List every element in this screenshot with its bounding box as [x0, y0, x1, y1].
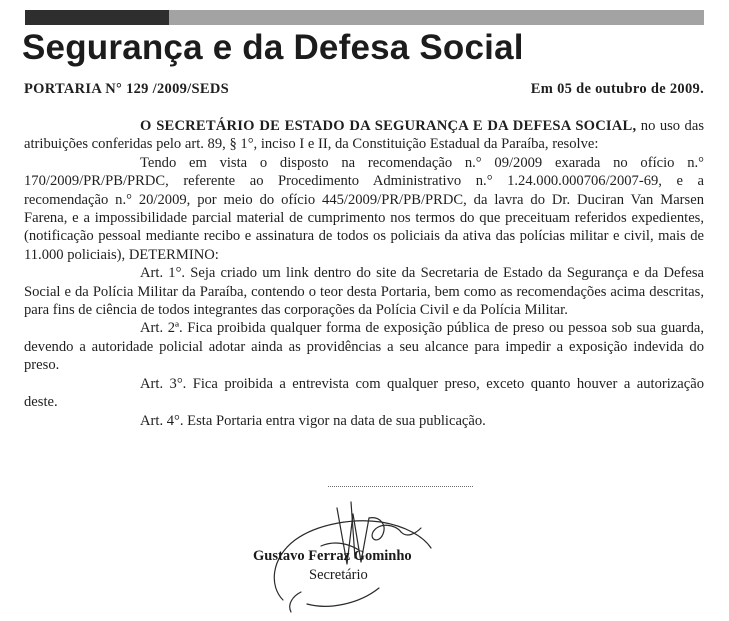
header-rule-light [169, 10, 704, 25]
considering-paragraph: Tendo em vista o disposto na recomendação n.° 09/2009 exarada no ofício n.° 170/2009/PR/PB/PRDC, referente ao Procedimento Administrativo n.° 1.24.000.000706/2007-69, e a recomendação n.° 20/2009, por meio do ofício 445/2009/PR/PB/PRDC, da lavra do Dr. Duciran Van Marsen Farena, e a impossibilidade parcial material de cumprimento nos termos do que preceituam referidos expedientes, (notificação pessoal mediante recibo e assinatura de todos os policiais da ativa das polícias militar e civil, mais de 11.000 policiais), DETERMINO: [24, 154, 704, 263]
article-2: Art. 2ª. Fica proibida qualquer forma de exposição pública de preso ou pessoa sob sua guarda, devendo a autoridade policial adotar ainda as providências a seu alcance para impedir a exposição indevida do preso. [24, 320, 704, 374]
header-rule-dark [25, 10, 169, 25]
article-3: Art. 3°. Fica proibida a entrevista com qualquer preso, exceto quanto houver a autorização deste. [24, 375, 704, 411]
article-1: Art. 1°. Seja criado um link dentro do site da Secretaria de Estado da Segurança e da Defesa Social e da Polícia Militar da Paraíba, contendo o teor desta Portaria, bem como as recomendações acima descritas, para fins de ciência de todos integrantes das corporações da Polícia Civil e da Polícia Militar. [24, 265, 704, 319]
opening-rest: no uso das atribuições conferidas pelo art. 89, § 1°, inciso I e II, da Constituição Estadual da Paraíba, resolve: [24, 118, 705, 153]
signer-name: Gustavo Ferraz Gominho [253, 548, 412, 564]
opening-paragraph [24, 117, 704, 154]
opening-heading: O SECRETÁRIO DE ESTADO DA SEGURANÇA E DA DEFESA SOCIAL, [140, 118, 637, 134]
portaria-body [24, 117, 704, 430]
article-4: Art. 4°. Esta Portaria entra vigor na data de sua publicação. [140, 412, 486, 429]
signature-dotted-line [328, 486, 473, 487]
signer-role: Secretário [309, 567, 368, 583]
portaria-header [24, 80, 704, 98]
section-title: Segurança e da Defesa Social [22, 28, 524, 67]
portaria-number: PORTARIA N° 129 /2009/SEDS [24, 81, 229, 97]
portaria-date: Em 05 de outubro de 2009. [530, 81, 704, 97]
